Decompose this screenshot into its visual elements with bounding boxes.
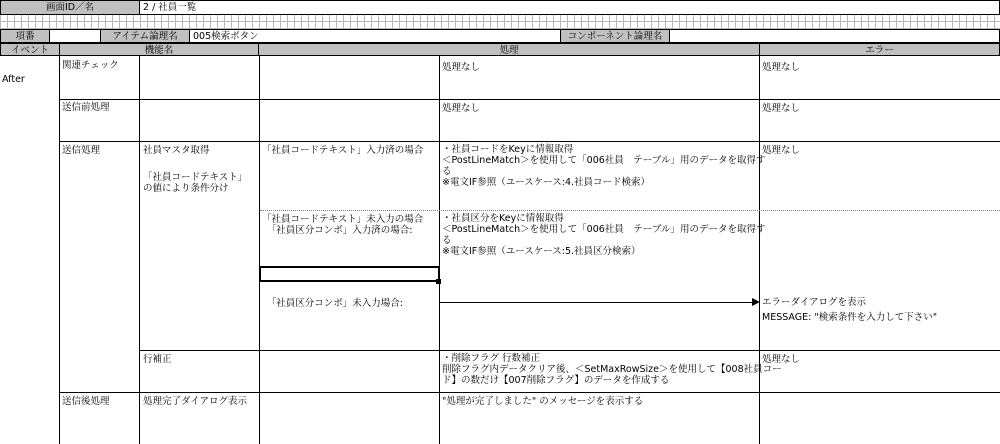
item-logical-label: アイテム論理名 xyxy=(112,31,178,42)
row5-function: 処理完了ダイアログ表示 xyxy=(143,396,248,407)
row3-function-2: 「社員コードテキスト」 の値により条件分け xyxy=(143,172,248,194)
screen-id-label: 画面ID／名 xyxy=(45,2,95,13)
row1-category: 関連チェック xyxy=(62,60,119,71)
column-header-event: イベント xyxy=(10,45,49,56)
column-header-error: エラー xyxy=(865,45,894,56)
row3-process-1: ・社員コードをKeyに情報取得 ＜PostLineMatch＞を使用して「006社員 テーブル」用のデータを取得す る ※電文IF参照（ユースケース:4.社員コード検索） xyxy=(442,144,766,188)
flow-arrow-line xyxy=(440,302,753,303)
item-logical-value: 005検索ボタン xyxy=(193,31,259,42)
row1-process: 処理なし xyxy=(442,62,481,73)
screen-id-value: 2 / 社員一覧 xyxy=(143,2,197,13)
selected-cell[interactable] xyxy=(259,266,440,282)
row5-process: "処理が完了しました" のメッセージを表示する xyxy=(442,396,644,407)
row3-condition-1: 「社員コードテキスト」入力済の場合 xyxy=(262,145,424,156)
col-divider-process xyxy=(439,56,440,444)
row2-process: 処理なし xyxy=(442,103,481,114)
row4-process: ・削除フラグ 行数補正 削除フラグ内データクリア後、＜SetMaxRowSize＞を使用して【008社員コー ド】の数だけ【007削除フラグ】のデータを作成する xyxy=(442,353,782,386)
row3-process-2: ・社員区分をKeyに情報取得 ＜PostLineMatch＞を使用して「006社員 テーブル」用のデータを取得す る ※電文IF参照（ユースケース:5.社員区分検索） xyxy=(442,213,766,257)
grid-row xyxy=(0,22,1000,29)
row4-error: 処理なし xyxy=(762,354,801,365)
column-header-function: 機能名 xyxy=(144,45,174,56)
col-divider-condition xyxy=(259,56,260,444)
row3-condition-2: 「社員コードテキスト」未入力の場合 「社員区分コンボ」入力済の場合: xyxy=(262,214,424,236)
component-label: コンポーネント論理名 xyxy=(567,31,663,42)
col-divider-event xyxy=(59,56,60,444)
row-divider xyxy=(59,99,1000,100)
row5-category: 送信後処理 xyxy=(62,396,110,407)
row3-error-3a: エラーダイアログを表示 xyxy=(762,297,867,308)
item-no-value-cell xyxy=(49,29,101,43)
row3-error-3b: MESSAGE: "検索条件を入力して下さい" xyxy=(762,312,938,323)
col-divider-function xyxy=(139,56,140,444)
row3-condition-3: 「社員区分コンボ」未入力場合: xyxy=(262,298,403,309)
screen-id-value-cell xyxy=(139,0,1000,15)
event-name: After xyxy=(2,74,25,85)
row-divider xyxy=(59,141,1000,142)
row1-error: 処理なし xyxy=(762,62,801,73)
row4-function: 行補正 xyxy=(143,354,172,365)
row3-function-1: 社員マスタ取得 xyxy=(143,145,210,156)
component-value-cell xyxy=(669,29,1000,43)
grid-row xyxy=(0,15,1000,22)
item-no-label: 項番 xyxy=(15,31,35,42)
row-divider xyxy=(139,350,1000,351)
row2-category: 送信前処理 xyxy=(62,102,110,113)
row-divider-dotted xyxy=(260,210,1000,211)
row3-error-1: 処理なし xyxy=(762,145,801,156)
row-divider xyxy=(59,392,1000,393)
row2-error: 処理なし xyxy=(762,103,801,114)
row3-category: 送信処理 xyxy=(62,145,101,156)
column-header-process: 処理 xyxy=(499,45,519,56)
flow-arrow-head-icon xyxy=(752,298,760,306)
selected-cell-handle[interactable] xyxy=(436,279,441,284)
